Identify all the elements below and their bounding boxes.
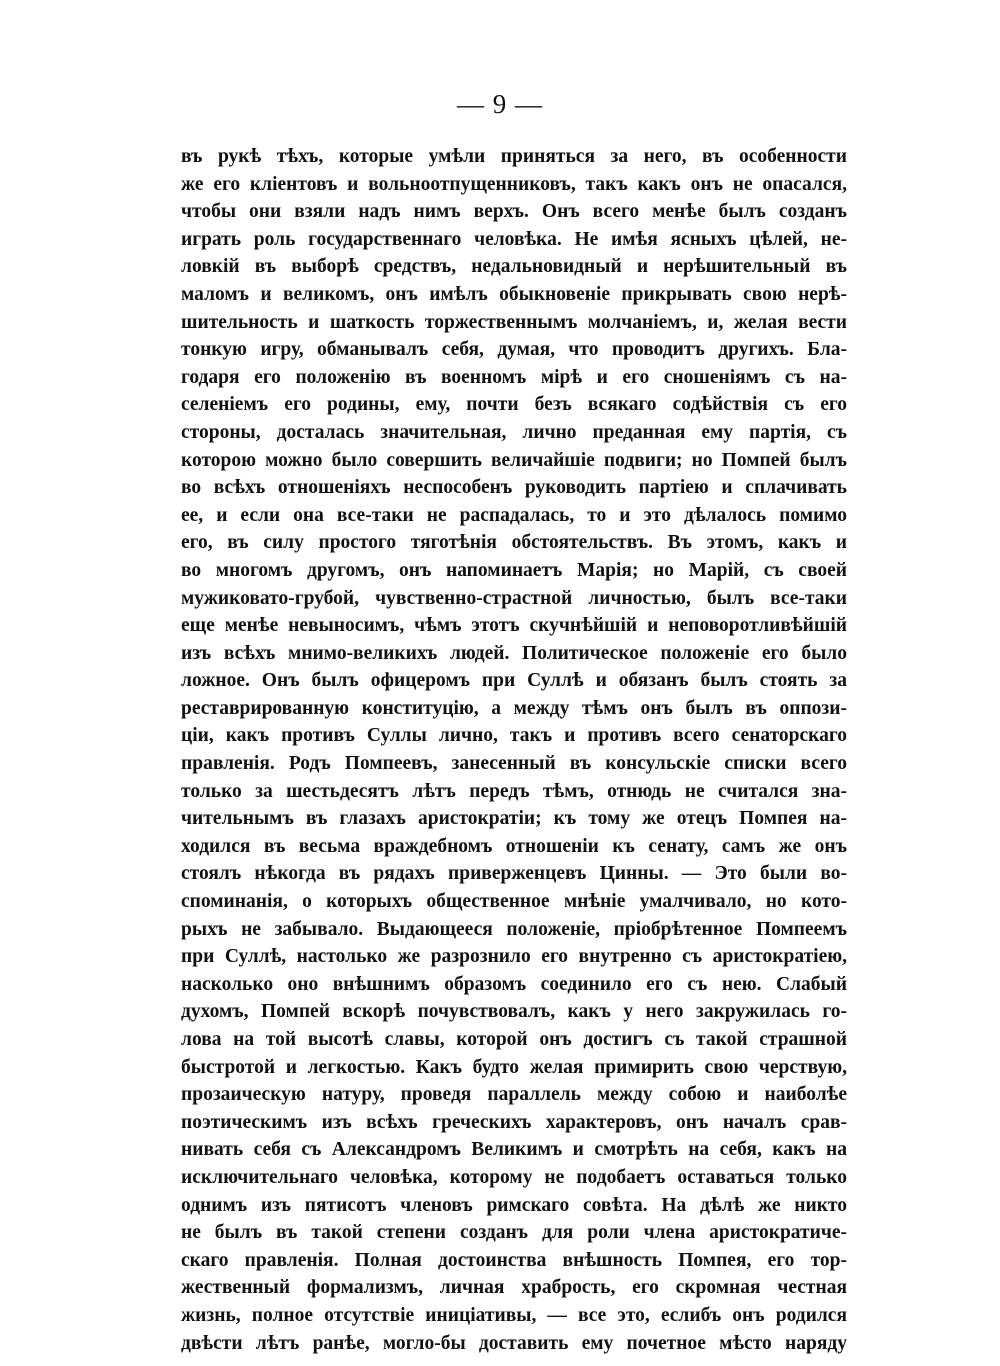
text-line: только за шестьдесятъ лѣтъ передъ тѣмъ, отнюдь не считался зна-	[181, 780, 847, 802]
text-line: стоялъ нѣкогда въ рядахъ приверженцевъ Цинны. — Это были во-	[181, 863, 847, 885]
text-line: селеніемъ его родины, ему, почти безъ всякаго содѣйствія съ его	[181, 394, 847, 416]
text-line: въ рукѣ тѣхъ, которые умѣли приняться за него, въ особенности	[181, 146, 847, 167]
text-line: однимъ изъ пятисотъ членовъ римскаго совѣта. На дѣлѣ же никто	[181, 1194, 847, 1216]
text-line: маломъ и великомъ, онъ имѣлъ обыкновеніе прикрывать свою нерѣ-	[181, 283, 847, 305]
text-line: поэтическимъ изъ всѣхъ греческихъ характеровъ, онъ началъ срав-	[181, 1111, 847, 1133]
text-line: не былъ въ такой степени созданъ для роли члена аристократиче-	[181, 1222, 847, 1244]
text-line: жественный формализмъ, личная храбрость, его скромная честная	[181, 1277, 847, 1299]
text-line: стороны, досталась значительная, лично преданная ему партія, съ	[181, 421, 847, 443]
text-line: правленія. Родъ Помпеевъ, занесенный въ консульскіе списки всего	[181, 753, 847, 775]
text-line: чтобы они взяли надъ нимъ верхъ. Онъ всего менѣе былъ созданъ	[181, 201, 847, 223]
text-line: двѣсти лѣтъ ранѣе, могло-бы доставить ему почетное мѣсто наряду	[181, 1332, 847, 1354]
text-line: мужиковато-грубой, чувственно-страстной личностью, былъ все-таки	[181, 587, 847, 609]
text-line: споминанія, о которыхъ общественное мнѣніе умалчивало, но кото-	[181, 891, 847, 913]
text-line: прозаическую натуру, проведя параллель между собою и наиболѣе	[181, 1084, 847, 1106]
text-line: нивать себя съ Александромъ Великимъ и смотрѣть на себя, какъ на	[181, 1139, 847, 1161]
text-line: ее, и если она все-таки не распадалась, то и это дѣлалось помимо	[181, 504, 847, 526]
text-line: при Суллѣ, настолько же разрознило его внутренно съ аристократіею,	[181, 946, 847, 968]
text-line: духомъ, Помпей вскорѣ почувствовалъ, какъ у него закружилась го-	[181, 1001, 847, 1023]
text-line: шительность и шаткость торжественнымъ молчаніемъ, и, желая вести	[181, 311, 847, 333]
text-line: тонкую игру, обманывалъ себя, думая, что проводитъ другихъ. Бла-	[181, 339, 847, 361]
text-line: насколько оно внѣшнимъ образомъ соединило его съ нею. Слабый	[181, 973, 847, 995]
text-line: рыхъ не забывало. Выдающееся положеніе, пріобрѣтенное Помпеемъ	[181, 918, 847, 940]
text-line: годаря его положенію въ военномъ мірѣ и его сношеніямъ съ на-	[181, 366, 847, 388]
text-line: ціи, какъ противъ Суллы лично, такъ и противъ всего сенаторскаго	[181, 725, 847, 747]
text-line: лова на той высотѣ славы, которой онъ достигъ съ такой страшной	[181, 1029, 847, 1050]
text-line: чительнымъ въ глазахъ аристократіи; къ тому же отецъ Помпея на-	[181, 808, 847, 830]
text-line: которою можно было совершить величайшіе подвиги; но Помпей былъ	[181, 449, 847, 471]
body-text	[181, 143, 847, 1357]
text-line: реставрированную конституцію, а между тѣмъ онъ былъ въ оппози-	[181, 697, 847, 719]
text-line: изъ всѣхъ мнимо-великихъ людей. Политическое положеніе его было	[181, 642, 847, 664]
text-line: его, въ силу простого тяготѣнія обстоятельствъ. Въ этомъ, какъ и	[181, 532, 847, 554]
text-line: жизнь, полное отсутствіе иниціативы, — все это, еслибъ онъ родился	[181, 1304, 847, 1326]
text-line: во многомъ другомъ, онъ напоминаетъ Марія; но Марій, съ своей	[181, 559, 847, 581]
text-line: ходился въ весьма враждебномъ отношеніи къ сенату, самъ же онъ	[181, 835, 847, 857]
page-number: — 9 —	[457, 89, 543, 119]
text-line: же его кліентовъ и вольноотпущенниковъ, такъ какъ онъ не опасался,	[181, 173, 847, 195]
text-line: ловкій въ выборѣ средствъ, недальновидный и нерѣшительный въ	[181, 256, 847, 278]
text-line: быстротой и легкостью. Какъ будто желая примирить свою черствую,	[181, 1056, 847, 1078]
text-line: исключительнаго человѣка, которому не подобаетъ оставаться только	[181, 1166, 847, 1188]
text-line: еще менѣе невыносимъ, чѣмъ этотъ скучнѣйшій и неповоротливѣйшій	[181, 615, 847, 637]
text-line: скаго правленія. Полная достоинства внѣшность Помпея, его тор-	[181, 1249, 847, 1271]
text-line: во всѣхъ отношеніяхъ неспособенъ руководить партіею и сплачивать	[181, 477, 847, 499]
text-line: ложное. Онъ былъ офицеромъ при Суллѣ и обязанъ былъ стоять за	[181, 670, 847, 692]
text-line: играть роль государственнаго человѣка. Не имѣя ясныхъ цѣлей, не-	[181, 228, 847, 250]
